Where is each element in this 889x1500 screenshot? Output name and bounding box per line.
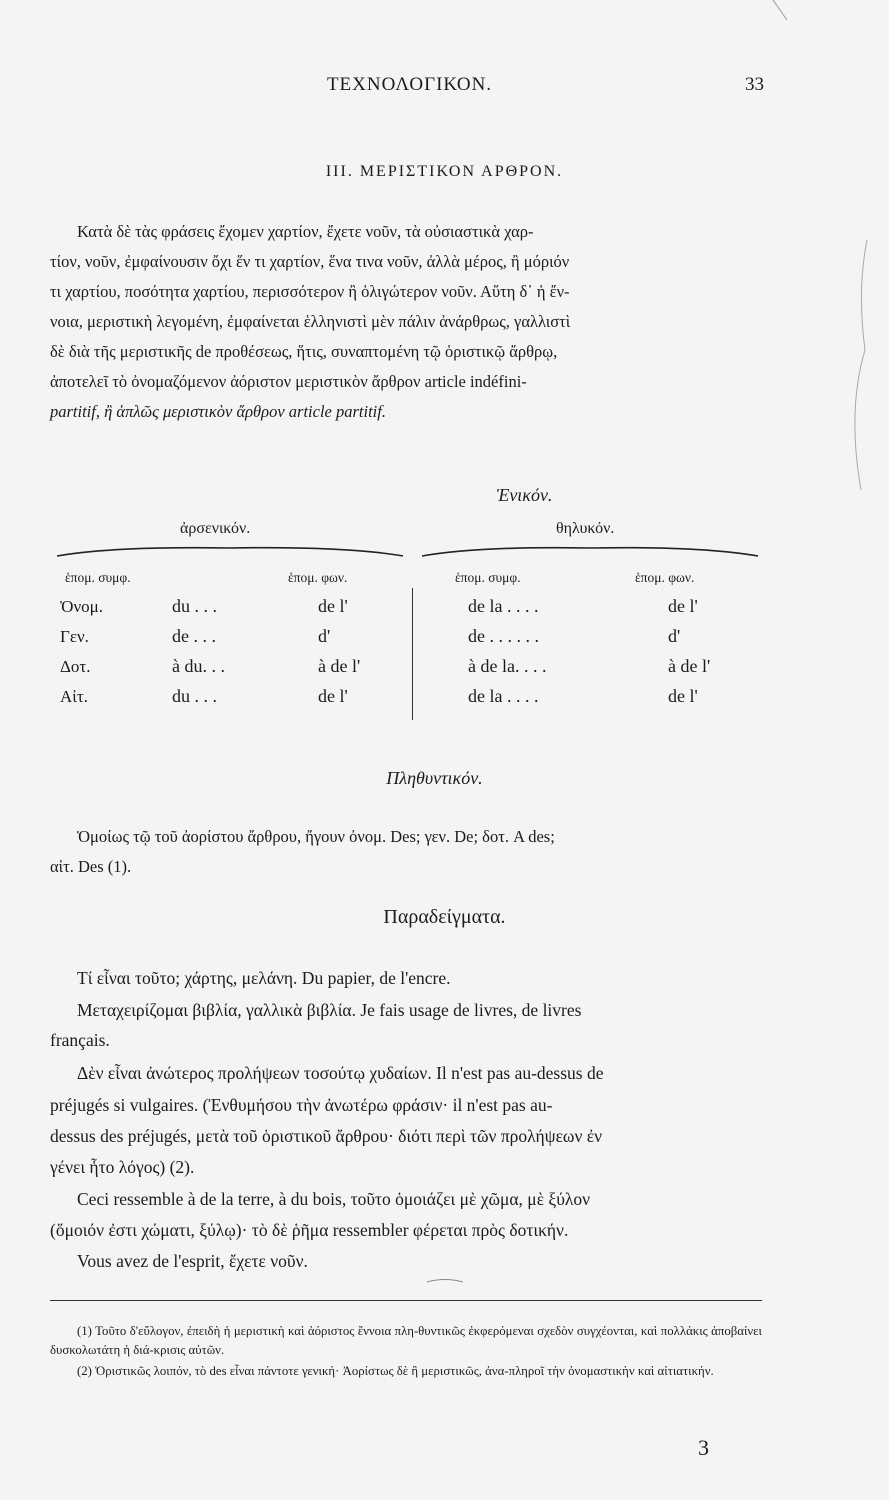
plural-heading: Πληθυντικόν. xyxy=(386,768,483,788)
running-title: ΤΕΧΝΟΛΟΓΙΚΟΝ. xyxy=(326,74,493,95)
table-cell: de l' xyxy=(668,686,698,706)
ornament-mark xyxy=(0,1276,889,1290)
footnote: (1) Τοῦτο δ'εὔλογον, ἐπειδὴ ἡ μεριστικὴ καὶ ἀόριστος ἔννοια πλη-θυντικῶς ἐκφερόμεναι σχεδὸν συγχέονται, καὶ πολλάκις ἀποβαίνει δυσκολωτάτη ἡ διά-κρισις αὐτῶν. xyxy=(50,1324,762,1357)
example-line: Τί εἶναι τοῦτο; χάρτης, μελάνη. Du papier, de l'encre. xyxy=(77,968,451,988)
example-line: γένει ἦτο λόγος) (2). xyxy=(50,1157,195,1177)
examples-heading: Παραδείγματα. xyxy=(383,906,506,928)
intro-line: Κατὰ δὲ τὰς φράσεις ἔχομεν χαρτίον, ἔχετε νοῦν, τὰ οὐσιαστικὰ χαρ- xyxy=(77,222,534,241)
table-cell: à de l' xyxy=(668,656,711,676)
example-line: dessus des préjugés, μετὰ τοῦ ὁριστικοῦ ἄρθρου· διότι περὶ τῶν προλήψεων ἐν xyxy=(50,1126,602,1146)
table-cell: d' xyxy=(318,626,331,646)
corner-crease xyxy=(771,0,791,26)
table-cell: à de la. . . . xyxy=(468,656,547,676)
feminine-label: θηλυκόν. xyxy=(556,520,615,537)
case-label: Ὀνομ. xyxy=(60,597,103,616)
example-line: Μεταχειρίζομαι βιβλία, γαλλικὰ βιβλία. Je fais usage de livres, de livres xyxy=(77,1000,582,1020)
table-cell: d' xyxy=(668,626,681,646)
feminine-brace xyxy=(420,544,760,558)
table-cell: de l' xyxy=(668,596,698,616)
example-line: préjugés si vulgaires. (Ἐνθυμήσου τὴν ἀνωτέρω φράσιν· il n'est pas au- xyxy=(50,1095,553,1115)
table-cell: du . . . xyxy=(172,596,217,616)
table-cell: à de l' xyxy=(318,656,361,676)
col-header: ἑπομ. συμφ. xyxy=(455,570,521,585)
plural-paragraph xyxy=(50,822,762,882)
footnotes xyxy=(50,1322,762,1383)
intro-line: τίον, νοῦν, ἐμφαίνουσιν ὄχι ἕν τι χαρτίον, ἕνα τινα νοῦν, ἀλλὰ μέρος, ἢ μόριόν xyxy=(50,252,570,271)
intro-line: partitif, ἢ ἁπλῶς μεριστικὸν ἄρθρον article partitif. xyxy=(50,402,386,421)
singular-heading: Ἑνικόν. xyxy=(496,485,553,505)
table-cell: de . . . . . . xyxy=(468,626,539,646)
case-label: Γεν. xyxy=(60,627,89,646)
signature-mark: 3 xyxy=(698,1435,709,1460)
table-cell: de . . . xyxy=(172,626,216,646)
table-cell: à du. . . xyxy=(172,656,225,676)
case-label: Δοτ. xyxy=(60,657,91,676)
col-header: ἑπομ. φων. xyxy=(288,570,348,585)
table-cell: de la . . . . xyxy=(468,686,539,706)
margin-pencil-mark xyxy=(817,230,877,514)
table-cell: de l' xyxy=(318,686,348,706)
singular-declension-table xyxy=(60,570,760,730)
footnote-rule xyxy=(50,1300,762,1301)
footnote: (2) Ὁριστικῶς λοιπόν, τὸ des εἶναι πάντοτε γενική· Ἀορίστως δὲ ἢ μεριστικῶς, ἀνα-πληροῖ τὴν ὀνομαστικὴν καὶ αἰτιατικήν. xyxy=(77,1364,714,1378)
table-cell: de l' xyxy=(318,596,348,616)
intro-line: νοια, μεριστικὴ λεγομένη, ἐμφαίνεται ἑλληνιστὶ μὲν πάλιν ἀνάρθρως, γαλλιστὶ xyxy=(50,312,571,331)
example-line: (ὅμοιόν ἐστι χώματι, ξύλῳ)· τὸ δὲ ῥῆμα ressembler φέρεται πρὸς δοτικήν. xyxy=(50,1220,569,1240)
intro-paragraph xyxy=(50,217,762,427)
masculine-brace xyxy=(55,544,405,558)
intro-line: τι χαρτίου, ποσότητα χαρτίου, περισσότερον ἢ ὀλιγώτερον νοῦν. Αὕτη δ᾽ ἡ ἔν- xyxy=(50,282,570,301)
section-title: ΙΙΙ. ΜΕΡΙΣΤΙΚΟΝ ΑΡΘΡΟΝ. xyxy=(325,163,564,180)
intro-line: ἀποτελεῖ τὸ ὀνομαζόμενον ἀόριστον μεριστικὸν ἄρθρον article indéfini- xyxy=(50,372,527,391)
table-cell: du . . . xyxy=(172,686,217,706)
case-label: Αἰτ. xyxy=(60,687,88,706)
example-line: Vous avez de l'esprit, ἔχετε νοῦν. xyxy=(77,1251,308,1271)
plural-line: αἰτ. Des (1). xyxy=(50,857,132,876)
table-cell: de la . . . . xyxy=(468,596,539,616)
example-line: Ceci ressemble à de la terre, à du bois, τοῦτο ὁμοιάζει μὲ χῶμα, μὲ ξύλον xyxy=(77,1189,591,1209)
col-header: ἑπομ. φων. xyxy=(635,570,695,585)
example-line: français. xyxy=(50,1030,110,1050)
masculine-label: ἀρσενικόν. xyxy=(180,520,251,537)
intro-line: δὲ διὰ τῆς μεριστικῆς de προθέσεως, ἥτις, συναπτομένη τῷ ὁριστικῷ ἄρθρῳ, xyxy=(50,342,558,361)
example-line: Δὲν εἶναι ἀνώτερος προλήψεων τοσούτῳ χυδαίων. Il n'est pas au-dessus de xyxy=(77,1063,604,1083)
column-divider xyxy=(412,588,413,720)
col-header: ἑπομ. συμφ. xyxy=(65,570,131,585)
page-number: 33 xyxy=(745,74,764,95)
plural-line: Ὁμοίως τῷ τοῦ ἀορίστου ἄρθρου, ἤγουν ὀνομ. Des; γεν. De; δοτ. A des; xyxy=(77,827,555,846)
